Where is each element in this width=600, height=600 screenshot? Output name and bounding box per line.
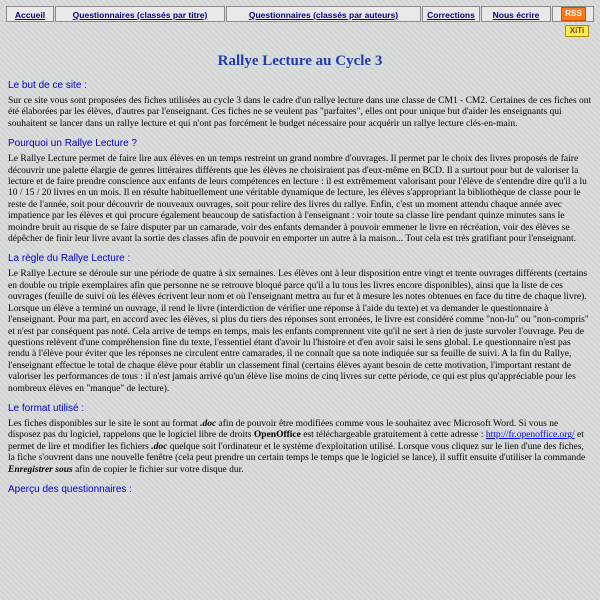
- section-heading-regle: La règle du Rallye Lecture :: [8, 253, 131, 265]
- main-content: [8, 53, 592, 500]
- nav-questionnaires-par-titre[interactable]: Questionnaires (classés par titre): [55, 6, 225, 22]
- section-paragraph-format: [8, 419, 592, 476]
- save-as-command: Enregistrer sous: [8, 464, 73, 475]
- section-paragraph-but: Sur ce site vous sont proposées des fiches utilisées au cycle 3 dans le cadre d'un rallye lecture dans une classe de CM1 - CM2. Certaines de ces fiches ont été élaborées par les élèves, d'autres par l'enseignant. Ces fiches ne se veulent pas "parfaites", elles ont pour unique but d'aider les enseignants qui souhaitent se lancer dans un rallye lecture et qui n'ont pas forcément le budget nécessaire pour acquérir un rallye lecture clés-en-main.: [8, 96, 592, 129]
- format-text-5: quelque soit l'ordinateur et le système d'exploitation utilisé. Lorsque vous cliquez sur le lien d'une des fiches, la fiche s'ouvrent dans une nouvelle fenêtre (cela peut prendre un certain temps le temps que le logiciel se lance), il suffit ensuite d'utiliser la commande: [8, 441, 586, 464]
- format-text-4: et permet de lire et modifier les fichiers: [8, 430, 584, 452]
- doc-extension: .doc: [200, 418, 217, 429]
- section-paragraph-regle: Le Rallye Lecture se déroule sur une période de quatre à six semaines. Les élèves ont à leur disposition entre vingt et trente ouvrages différents (certains en double ou triple exemplaires afin que personne ne se retrouve bloqué parce qu'il a lu tous les livres encore disponibles), ainsi que la liste de ces ouvrages (feuille de suivi où les élèves écrivent leur nom et où l'enseignant mettra au fur et à mesure les notes obtenues en face du titre de chaque livre). Lorsque un élève a terminé un ouvrage, il rend le livre (interdiction de vérifier une réponse à l'aide du texte) et va demander le questionnaire à l'enseignant. Pour ma part, en accord avec les élèves, si plus du tiers des réponses sont erronées, le livre est considéré comme "non-lu" ou "non-compris" et n'est par conséquent pas noté. Cela arrive de temps en temps, mais les enfants comprennent vite qu'il ne sert à rien de juste survoler l'ouvrage. Peu de questions relèvent d'une compréhension fine du texte, l'essentiel étant d'avoir lu l'histoire et d'en avoir saisi le sens global. Le questionnaire n'est pas rendu à l'élève pour éviter que les réponses ne circulent entre camarades, il ne connaît que sa note indiquée sur sa feuille de suivi. A la fin du Rallye, l'enseignant effectue le total de chaque élève pour établir un classement final (certains élèves ayant besoin de cette motivation, l'important restant de valoriser les performances de tous : il n'est jamais arrivé qu'un élève lise moins de cinq livres sur cette période, ce qui est plus qu'appréciable pour les nombreux élèves en "manque" de lecture).: [8, 269, 589, 394]
- doc-extension-2: .doc: [151, 441, 168, 452]
- top-navigation-bar: [6, 6, 594, 23]
- openoffice-link[interactable]: http://fr.openoffice.org/: [485, 430, 575, 441]
- format-text-1: Les fiches disponibles sur le site le sont au format: [8, 418, 201, 429]
- nav-nous-ecrire[interactable]: Nous écrire: [481, 6, 551, 22]
- openoffice-name: OpenOffice: [253, 430, 301, 441]
- section-heading-apercu: Aperçu des questionnaires :: [8, 483, 132, 495]
- rss-icon[interactable]: RSS: [561, 7, 586, 21]
- section-paragraph-pourquoi: Le Rallye Lecture permet de faire lire aux élèves en un temps restreint un grand nombre d'ouvrages. Il permet par le choix des livres proposés de faire découvrir une palette élargie de genres littéraires différents que les élèves ne choisiraient pas d'eux-même en BCD. Il a surtout pour but de valoriser la lecture et de faire prendre conscience aux enfants de leurs compétences en lecture : il est extrêmement valorisant pour l'élève de s'entendre dire qu'il a lu 10 / 15 / 20 livres en un mois. Il en résulte habituellement une véritable dynamique de lecture, les élèves s'appropriant la bibliothèque de classe pour le reste de l'année, soit pour découvrir de nouveaux ouvrages, soit pour relire des livres du rallye. Enfin, c'est un moment attendu chaque année avec impatience par les élèves et qui procure également beaucoup de satisfaction à l'enseignant : voir toute sa classe lire pendant quinze minutes sans le moindre bruit au risque de se faire disputer par un camarade, voir des enfants demander à pouvoir emmener le livre en récréation, voir des élèves se dépêcher de finir leur livre avant la sortie des classes afin de pouvoir en emporter un autre à la maison... Tout cela est très gratifiant pour l'enseignant.: [8, 154, 587, 245]
- xiti-counter-icon[interactable]: XiTi: [565, 25, 589, 37]
- nav-rss-cell: [552, 6, 594, 22]
- nav-questionnaires-par-auteurs[interactable]: Questionnaires (classés par auteurs): [226, 6, 421, 22]
- format-text-6: afin de copier le fichier sur votre disque dur.: [72, 464, 244, 475]
- section-heading-pourquoi: Pourquoi un Rallye Lecture ?: [8, 138, 137, 150]
- section-heading-format: Le format utilisé :: [8, 402, 85, 414]
- page-title: Rallye Lecture au Cycle 3: [217, 53, 383, 69]
- nav-corrections[interactable]: Corrections: [422, 6, 480, 22]
- nav-accueil[interactable]: Accueil: [6, 6, 54, 22]
- section-heading-but: Le but de ce site :: [8, 80, 87, 91]
- format-text-2: afin de pouvoir être modifiées comme vous le souhaitez avec Microsoft Word. Si vous ne disposez pas du logiciel, rappelons que le logiciel libre de droits: [8, 418, 559, 441]
- format-text-3: est téléchargeable gratuitement à cette adresse :: [300, 430, 486, 441]
